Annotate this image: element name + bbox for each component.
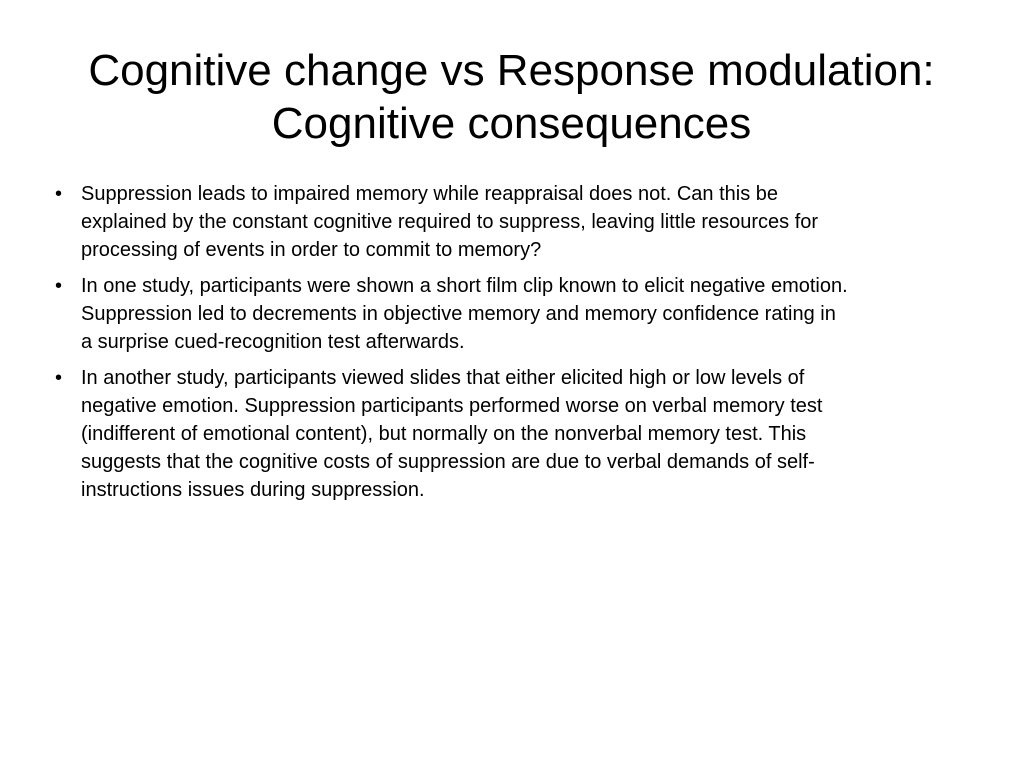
slide-title-line-1: Cognitive change vs Response modulation: [88, 46, 935, 95]
bullet-line: a surprise cued-recognition test afterwards. [81, 331, 465, 353]
bullet-line: suggests that the cognitive costs of suppression are due to verbal demands of self- [81, 451, 815, 473]
bullet-marker: • [55, 183, 63, 205]
bullet-line: Suppression led to decrements in objective memory and memory confidence rating in [81, 303, 836, 325]
bullet-line: In another study, participants viewed slides that either elicited high or low levels of [81, 367, 805, 389]
bullet-item-3 [50, 364, 980, 504]
bullet-marker: • [55, 275, 63, 297]
bullet-line: explained by the constant cognitive required to suppress, leaving little resources for [81, 211, 819, 233]
slide-title [40, 44, 983, 150]
slide-title-line-2: Cognitive consequences [271, 99, 752, 148]
bullet-line: In one study, participants were shown a short film clip known to elicit negative emotion. [81, 275, 848, 297]
bullet-list [50, 180, 980, 512]
bullet-item-1 [50, 180, 980, 264]
bullet-line: Suppression leads to impaired memory while reappraisal does not. Can this be [81, 183, 779, 205]
bullet-line: negative emotion. Suppression participants performed worse on verbal memory test [81, 395, 823, 417]
bullet-line: (indifferent of emotional content), but normally on the nonverbal memory test. This [81, 423, 807, 445]
bullet-line: instructions issues during suppression. [81, 479, 425, 501]
bullet-line: processing of events in order to commit to memory? [81, 239, 542, 261]
bullet-marker: • [55, 367, 63, 389]
bullet-item-2 [50, 272, 980, 356]
